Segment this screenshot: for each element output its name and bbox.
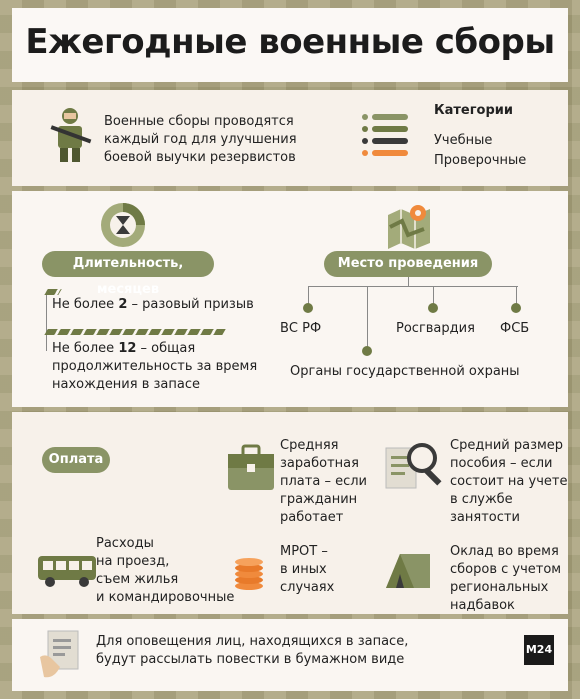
- mrot-line: МРОТ –: [280, 544, 328, 559]
- travel-line: и командировочные: [96, 590, 235, 605]
- travel-text: [96, 535, 234, 607]
- bus-icon: [36, 552, 98, 588]
- duration-bar-long: [44, 329, 225, 335]
- salary-line: плата – если: [280, 474, 367, 489]
- tent-icon: [382, 548, 434, 590]
- location-line: [308, 286, 309, 304]
- location-branch: Органы государственной охраны: [290, 364, 520, 379]
- salary-line: гражданин: [280, 492, 358, 507]
- salary-line: Средняя: [280, 438, 339, 453]
- location-line: [433, 286, 434, 304]
- benefit-line: состоит на учете: [450, 474, 568, 489]
- duration-item-2: [52, 340, 257, 394]
- travel-line: на проезд,: [96, 554, 170, 569]
- location-branch: ВС РФ: [280, 321, 322, 336]
- mrot-text: [280, 543, 334, 597]
- regional-line: надбавок: [450, 598, 515, 613]
- category-item: Учебные: [434, 133, 493, 148]
- page-title: Ежегодные военные сборы: [25, 22, 555, 62]
- hourglass-icon: [99, 201, 147, 249]
- duration-label: Длительность, месяцев: [42, 251, 214, 277]
- intro-line: каждый год для улучшения: [104, 132, 297, 147]
- duration-location-panel: [12, 191, 568, 407]
- duration-text: продолжительность за время: [52, 359, 258, 374]
- intro-text: [104, 113, 297, 167]
- regional-text: [450, 543, 561, 615]
- paper-notice-icon: [36, 627, 84, 681]
- notice-line: Для оповещения лиц, находящихся в запасе,: [96, 634, 409, 649]
- duration-text: – общая: [136, 341, 196, 356]
- intro-panel: [12, 90, 568, 186]
- location-line: [516, 286, 517, 304]
- payment-label: Оплата: [42, 447, 110, 473]
- m24-logo: М24: [524, 635, 554, 665]
- location-dot: [511, 303, 521, 313]
- benefit-line: в службе: [450, 492, 513, 507]
- notice-text: [96, 633, 408, 669]
- mrot-line: в иных: [280, 562, 327, 577]
- duration-text: – разовый призыв: [127, 297, 254, 312]
- intro-line: боевой выучки резервистов: [104, 150, 296, 165]
- category-item: Проверочные: [434, 153, 527, 168]
- location-branch: Росгвардия: [396, 321, 475, 336]
- travel-line: съем жилья: [96, 572, 179, 587]
- travel-line: Расходы: [96, 536, 154, 551]
- duration-number: 2: [118, 297, 128, 312]
- location-branch-line: [308, 286, 518, 287]
- duration-item-1: [52, 296, 254, 314]
- title-panel: [12, 8, 568, 82]
- duration-text: Не более: [52, 297, 119, 312]
- salary-line: заработная: [280, 456, 359, 471]
- categories-heading: Категории: [434, 103, 513, 118]
- benefit-line: пособия – если: [450, 456, 553, 471]
- mrot-line: случаях: [280, 580, 335, 595]
- map-pin-icon: [384, 203, 434, 249]
- regional-line: Оклад во время: [450, 544, 559, 559]
- benefit-text: [450, 437, 567, 527]
- duration-number: 12: [118, 341, 137, 356]
- document-search-icon: [384, 440, 442, 494]
- duration-text: Не более: [52, 341, 119, 356]
- notice-panel: [12, 619, 568, 691]
- location-dot: [362, 346, 372, 356]
- benefit-line: занятости: [450, 510, 520, 525]
- location-label: Место проведения: [324, 251, 492, 277]
- coins-icon: [232, 552, 266, 592]
- salary-line: работает: [280, 510, 344, 525]
- payment-panel: [12, 412, 568, 614]
- duration-text: нахождения в запасе: [52, 377, 200, 392]
- duration-line: [46, 295, 47, 351]
- location-line: [367, 286, 368, 347]
- intro-line: Военные сборы проводятся: [104, 114, 294, 129]
- regional-line: сборов с учетом: [450, 562, 562, 577]
- salary-text: [280, 437, 367, 527]
- briefcase-icon: [226, 444, 276, 492]
- location-branch: ФСБ: [500, 321, 530, 336]
- notice-line: будут рассылать повестки в бумажном виде: [96, 652, 405, 667]
- location-dot: [303, 303, 313, 313]
- location-dot: [428, 303, 438, 313]
- soldier-icon: [46, 104, 96, 164]
- regional-line: региональных: [450, 580, 549, 595]
- benefit-line: Средний размер: [450, 438, 564, 453]
